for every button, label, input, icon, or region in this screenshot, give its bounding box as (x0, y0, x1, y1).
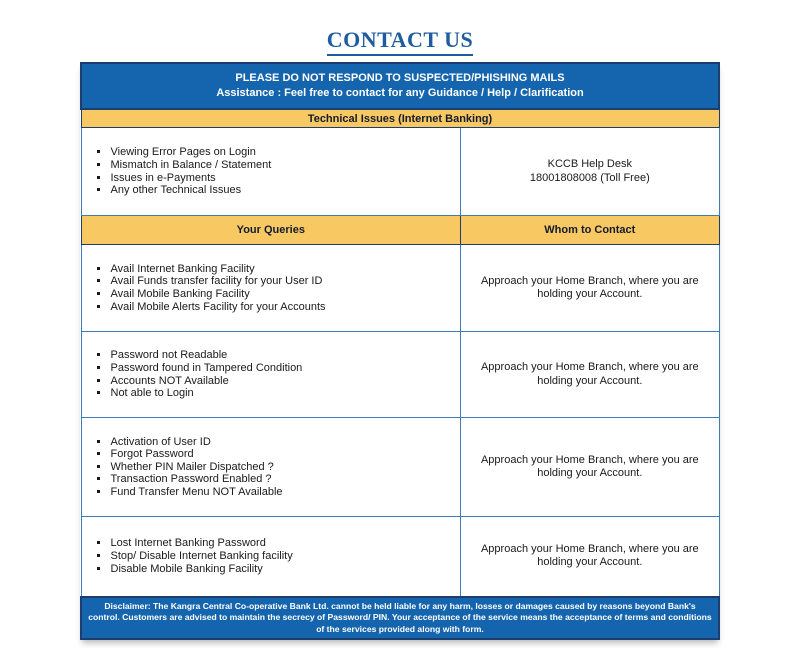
helpdesk-cell (461, 128, 719, 216)
list-item: ▪ Whether PIN Mailer Dispatched ? (110, 461, 451, 474)
queries-list (88, 436, 451, 499)
list-item: ▪ Fund Transfer Menu NOT Available (110, 486, 451, 499)
list-item: ▪ Viewing Error Pages on Login (110, 146, 451, 159)
contact-cell: Approach your Home Branch, where you are holding your Account. (461, 517, 719, 597)
title-wrap (0, 27, 800, 56)
list-item: ▪ Password found in Tampered Condition (110, 362, 451, 375)
list-item: ▪ Activation of User ID (110, 436, 451, 449)
list-item: ▪ Avail Mobile Alerts Facility for your Accounts (110, 301, 451, 314)
queries-cell (81, 418, 461, 517)
list-item: ▪ Avail Funds transfer facility for your User ID (110, 275, 451, 288)
queries-list (88, 537, 451, 575)
list-item: ▪ Not able to Login (110, 387, 451, 400)
phishing-warning-text: PLEASE DO NOT RESPOND TO SUSPECTED/PHISHING MAILS (235, 72, 565, 84)
query-row (81, 332, 719, 418)
technical-issues-band: Technical Issues (Internet Banking) (81, 109, 719, 128)
technical-band-row (81, 109, 719, 128)
technical-issues-cell (81, 128, 461, 216)
queries-list (88, 263, 451, 313)
helpdesk-name: KCCB Help Desk (547, 158, 632, 170)
query-row (81, 245, 719, 332)
assistance-text: Assistance : Feel free to contact for any Guidance / Help / Clarification (216, 87, 584, 99)
helpdesk-phone: 18001808008 (Toll Free) (529, 171, 650, 184)
list-item: ▪ Stop/ Disable Internet Banking facility (110, 550, 451, 563)
queries-cell (81, 517, 461, 597)
list-item: ▪ Lost Internet Banking Password (110, 537, 451, 550)
list-item: ▪ Mismatch in Balance / Statement (110, 159, 451, 172)
notice-header-row (81, 63, 719, 109)
notice-header-cell (81, 63, 719, 109)
list-item: ▪ Avail Mobile Banking Facility (110, 288, 451, 301)
column-header-row (81, 216, 719, 245)
disclaimer-text: Disclaimer: The Kangra Central Co-operative Bank Ltd. cannot be held liable for any harm, losses or damages caused by reasons beyond Bank's control. Customers are advised to maintain the secrecy of Password/ PIN. Your acceptance of the service means the acceptance of terms and conditions of the services provided along with form. (81, 597, 719, 640)
queries-list (88, 349, 451, 399)
list-item: ▪ Password not Readable (110, 349, 451, 362)
contact-table (80, 62, 720, 640)
disclaimer-row (81, 597, 719, 640)
list-item: ▪ Avail Internet Banking Facility (110, 263, 451, 276)
list-item: ▪ Any other Technical Issues (110, 184, 451, 197)
column-header-queries: Your Queries (81, 216, 461, 245)
list-item: ▪ Transaction Password Enabled ? (110, 473, 451, 486)
query-row (81, 517, 719, 597)
technical-issues-list (88, 146, 451, 196)
list-item: ▪ Accounts NOT Available (110, 375, 451, 388)
page-title: CONTACT US (327, 27, 474, 56)
list-item: ▪ Issues in e-Payments (110, 172, 451, 185)
queries-cell (81, 245, 461, 332)
list-item: ▪ Forgot Password (110, 448, 451, 461)
contact-cell: Approach your Home Branch, where you are holding your Account. (461, 418, 719, 517)
queries-cell (81, 332, 461, 418)
contact-cell: Approach your Home Branch, where you are holding your Account. (461, 332, 719, 418)
query-row (81, 418, 719, 517)
technical-issues-row (81, 128, 719, 216)
column-header-contact: Whom to Contact (461, 216, 719, 245)
list-item: ▪ Disable Mobile Banking Facility (110, 563, 451, 576)
contact-cell: Approach your Home Branch, where you are holding your Account. (461, 245, 719, 332)
